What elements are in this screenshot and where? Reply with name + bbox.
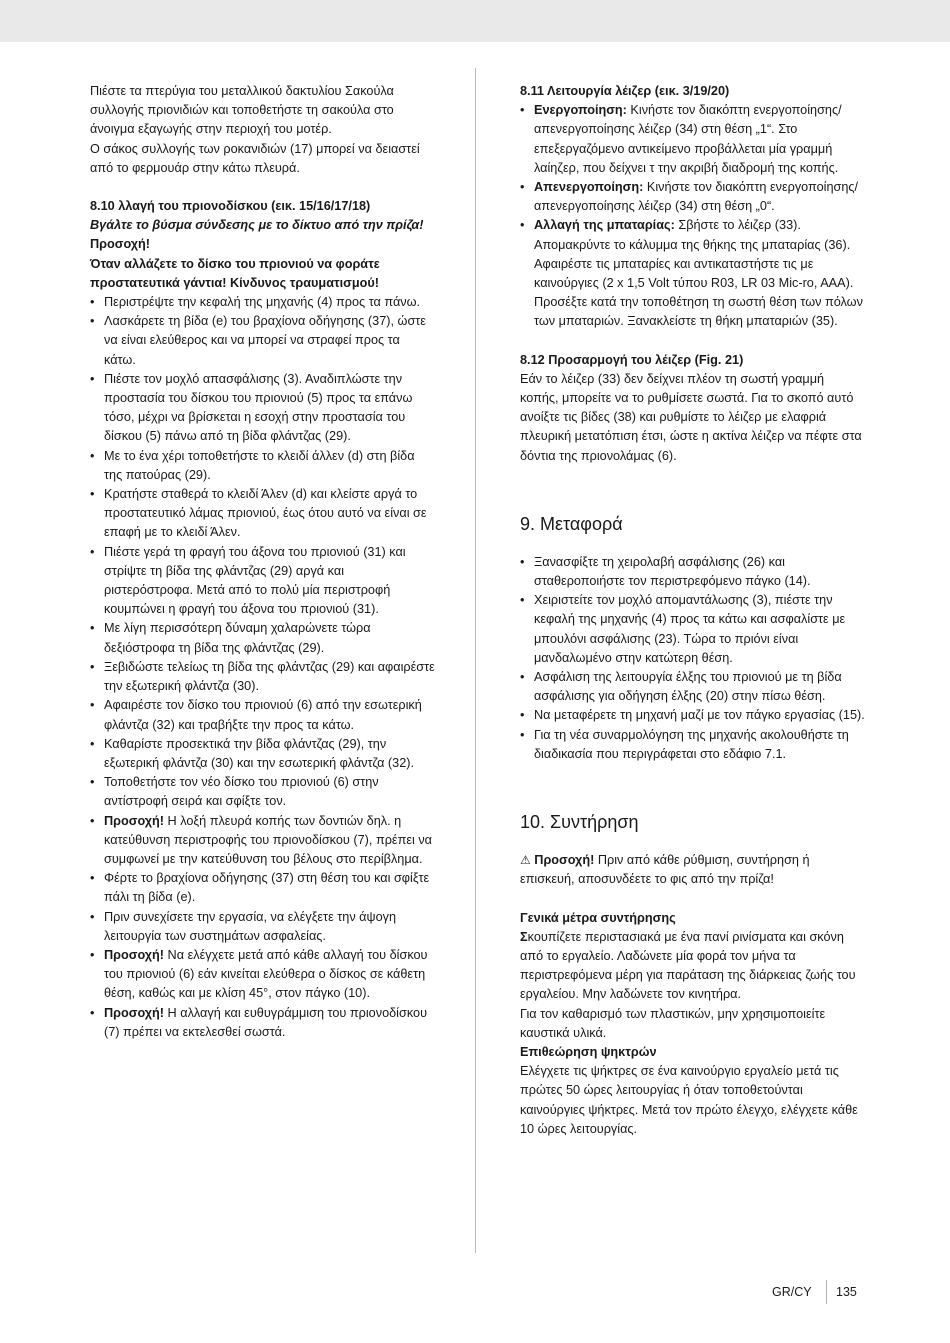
right-column [520,82,865,1139]
transport-list [520,553,865,764]
section-title-8-10: 8.10 λλαγή του πριονοδίσκου (εικ. 15/16/17/18) [90,199,371,214]
section-title-8-11: 8.11 Λειτουργία λέιζερ (εικ. 3/19/20) [520,84,730,98]
list-item: • Προσοχή! Η λοξή πλευρά κοπής των δοντιών δηλ. η κατεύθυνση περιστροφής του πριονοδίσκου (7), πρέπει να συμφωνεί με την κατεύθυνση του βέλους στο περίβλημα. [90,812,435,870]
list-item: • Πριν συνεχίσετε την εργασία, να ελέγξετε την άψογη λειτουργία των συστημάτων ασφαλείας. [90,908,435,946]
maintenance-warning: ⚠ Προσοχή! Πριν από κάθε ρύθμιση, συντήρηση ή επισκευή, αποσυνδέετε το φις από την πρίζα! [520,853,810,887]
list-item: • Κρατήστε σταθερά το κλειδί Άλεν (d) και κλείστε αργά το προστατευτικό λάμας πριονιού, έως ότου αυτό να είναι σε επαφή με το κλειδί Άλεν. [90,485,435,543]
brushes-text: Ελέγχετε τις ψήκτρες σε ένα καινούργιο εργαλείο μετά τις πρώτες 50 ώρες λειτουργίας ή όταν τοποθετούνται καινούργιες ψήκτρες. Μετά τον πρώτο έλεγχο, ελέγχετε κάθε 10 ώρες λειτουργίας. [520,1064,858,1136]
top-gray-band [0,0,950,42]
list-item: • Με λίγη περισσότερη δύναμη χαλαρώνετε τώρα δεξιόστροφα τη βίδα της φλάντζας (29). [90,619,435,657]
list-item: • Για τη νέα συναρμολόγηση της μηχανής ακολουθήστε τη διαδικασία που περιγράφεται στο εδάφιο 7.1. [520,726,865,764]
list-item: • Ξανασφίξτε τη χειρολαβή ασφάλισης (26) και σταθεροποιήστε τον περιστρεφόμενο πάγκο (14). [520,553,865,591]
page-footer [772,1284,857,1300]
general-maintenance-text2: Για τον καθαρισμό των πλαστικών, μην χρησιμοποιείτε καυστικά υλικά. [520,1006,826,1040]
list-item: • Ασφάλιση της λειτουργία έλξης του πριονιού με τη βίδα ασφάλισης για οδήγηση έλξης (20) στην πίσω θέση. [520,668,865,706]
general-maintenance-text: Σκουπίζετε περιστασιακά με ένα πανί ρινίσματα και σκόνη από το εργαλείο. Λαδώνετε μία φορά τον μήνα τα περιστρεφόμενα μέρη για παράταση της διάρκειας ζωής του εργαλείου. Μην λαδώνετε τον κινητήρα. [520,929,856,1002]
list-item: • Πιέστε γερά τη φραγή του άξονα του πριονιού (31) και στρίψτε τη βίδα της φλάντζας (29) αργά και ριστερόστροφα. Μετά από το πολύ μία περιστροφή κουμπώνει η φραγή του άξονα του πριονιού (31). [90,543,435,620]
list-item: • Ενεργοποίηση: Κινήστε τον διακόπτη ενεργοποίησης/απενεργοποίησης λέιζερ (34) στη θέση „1“. Στο επεξεργαζόμενο αντικείμενο προβάλλεται μία γραμμή λαίηζερ, που δείχνει τ την ακριβή διαδρομή της κοπής. [520,101,865,178]
left-column [90,82,435,1042]
footer-lang: GR/CY [772,1285,812,1299]
list-item: • Πιέστε τον μοχλό απασφάλισης (3). Αναδιπλώστε την προστασία του δίσκου του πριονιού (5) προς τα επάνω τόσο, μέχρι να βρίσκεται η εσοχή στην προστασία του δίσκου (5) πάνω από τη βίδα φλάντζας (29). [90,370,435,447]
laser-list [520,101,865,331]
page-number: 135 [836,1285,857,1299]
list-item: • Λασκάρετε τη βίδα (e) του βραχίονα οδήγησης (37), ώστε να είναι ελεύθερος και να μπορεί να στραφεί προς τα κάτω. [90,312,435,370]
footer-separator [826,1280,827,1304]
laser-adjust-text: Εάν το λέιζερ (33) δεν δείχνει πλέον τη σωστή γραμμή κοπής, μπορείτε να το ρυθμίσετε σωστά. Για το σκοπό αυτό ανοίξτε τις βίδες (38) και ρυθμίστε το λέιζερ με ελαφριά πλευρική μετατόπιση έτσι, ώστε η ακτίνα λέιζερ να πέφτε στα δόντια της πριονολάμας (6). [520,371,862,463]
list-item: • Προσοχή! Η αλλαγή και ευθυγράμμιση του πριονοδίσκου (7) πρέπει να εκτελεσθεί σωστά. [90,1004,435,1042]
list-item: • Αλλαγή της μπαταρίας: Σβήστε το λέιζερ (33). Απομακρύντε το κάλυμμα της θήκης της μπαταρίας (36). Αφαιρέστε τις μπαταρίες και αντικαταστήστε τις με καινούργιες (2 x 1,5 Volt τύπου R03, LR 03 Mic-ro, AAA). Προσέξτε κατά την τοποθέτηση τη σωστή θέση των πόλων των μπαταριών. Ξανακλείστε τη θήκη μπαταριών (35). [520,216,865,331]
list-item: • Αφαιρέστε τον δίσκο του πριονιού (6) από την εσωτερική φλάντζα (32) και τραβήξτε την προς τα κάτω. [90,696,435,734]
list-item: • Απενεργοποίηση: Κινήστε τον διακόπτη ενεργοποίησης/απενεργοποίησης λέιζερ (34) στη θέση „0“. [520,178,865,216]
list-item: • Περιστρέψτε την κεφαλή της μηχανής (4) προς τα πάνω. [90,293,435,312]
list-item: • Τοποθετήστε τον νέο δίσκο του πριονιού (6) στην αντίστροφή σειρά και σφίξτε τον. [90,773,435,811]
list-item: • Ξεβιδώστε τελείως τη βίδα της φλάντζας (29) και αφαιρέστε την εξωτερική φλάντζα (30). [90,658,435,696]
general-maintenance-title: Γενικά μέτρα συντήρησης [520,910,676,925]
list-item: • Φέρτε το βραχίονα οδήγησης (37) στη θέση του και σφίξτε πάλι τη βίδα (e). [90,869,435,907]
steps-list [90,293,435,1042]
section-heading-transport: 9. Μεταφορά [520,513,623,534]
intro-paragraph: Πιέστε τα πτερύγια του μεταλλικού δακτυλίου Σακούλα συλλογής πριονιδιών και τοποθετήστε τη σακούλα στο άνοιγμα εξαγωγής στην περιοχή του μοτέρ. [90,84,394,137]
list-item: • Καθαρίστε προσεκτικά την βίδα φλάντζας (29), την εξωτερική φλάντζα (30) και την εσωτερική φλάντζα (32). [90,735,435,773]
list-item: • Να μεταφέρετε τη μηχανή μαζί με τον πάγκο εργασίας (15). [520,706,865,725]
section-title-8-12: 8.12 Προσαρμογή του λέιζερ (Fig. 21) [520,352,744,367]
column-divider [475,68,476,1253]
warning-attention: Προσοχή! [90,237,151,252]
section-heading-maintenance: 10. Συντήρηση [520,812,639,833]
list-item: • Προσοχή! Να ελέγχετε μετά από κάθε αλλαγή του δίσκου του πριονιού (6) εάν κινείται ελεύθερα ο δίσκος σε κάθετη θέση, καθώς και με κλίση 45°, στον πάγκο (10). [90,946,435,1004]
warning-triangle-icon: ⚠ [520,853,531,868]
brushes-title: Επιθεώρηση ψηκτρών [520,1044,657,1059]
intro-paragraph: Ο σάκος συλλογής των ροκανιδιών (17) μπορεί να δειαστεί από το φερμουάρ στην κάτω πλευρά. [90,141,420,175]
warning-gloves: Όταν αλλάζετε το δίσκο του πριονιού να φοράτε προστατευτικά γάντια! Κίνδυνος τραυματισμού! [90,256,380,290]
warning-unplug: Βγάλτε το βύσμα σύνδεσης με το δίκτυο από την πρίζα! [90,218,424,233]
list-item: • Χειριστείτε τον μοχλό απομαντάλωσης (3), πιέστε την κεφαλή της μηχανής (4) προς τα κάτω και ασφαλίστε με μπουλόνι ασφάλισης (23). Τώρα το πριόνι είναι μανδαλωμένο στην κατώτερη θέση. [520,591,865,668]
list-item: • Με το ένα χέρι τοποθετήστε το κλειδί άλλεν (d) στη βίδα της πατούρας (29). [90,447,435,485]
